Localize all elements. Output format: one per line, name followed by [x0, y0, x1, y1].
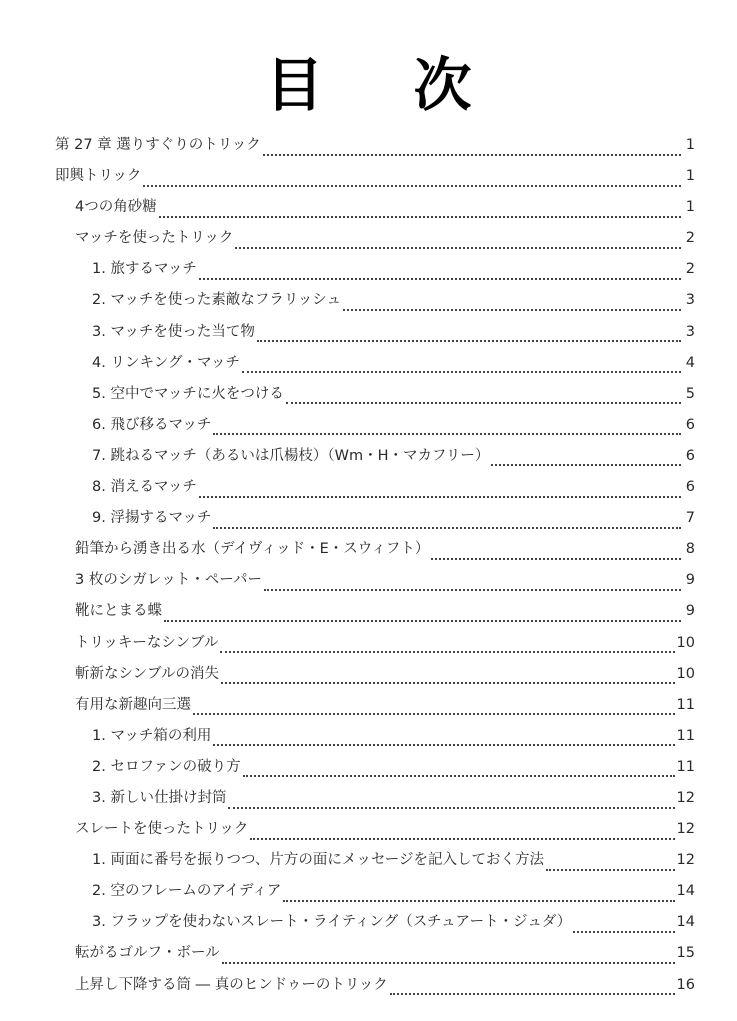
toc-entry-page: 9	[685, 603, 695, 620]
leader-dots	[213, 744, 674, 746]
leader-dots	[263, 154, 681, 156]
leader-dots	[199, 278, 681, 280]
leader-dots	[193, 713, 675, 715]
leader-dots	[546, 869, 675, 871]
toc-entry[interactable]	[55, 724, 695, 755]
toc-entry[interactable]	[55, 257, 695, 288]
toc-entry-label: 上昇し下降する筒 ― 真のヒンドゥーのトリック	[75, 976, 388, 993]
toc-entry-page: 10	[676, 634, 695, 651]
toc-entry-page: 3	[685, 323, 695, 340]
toc-entry-page: 2	[685, 261, 695, 278]
toc-entry-page: 1	[685, 137, 695, 153]
page-title	[0, 38, 737, 122]
toc-entry-page: 9	[685, 572, 695, 589]
toc-entry-label: 3 枚のシガレット・ペーパー	[75, 572, 262, 589]
toc-entry-page: 11	[676, 696, 695, 713]
toc-entry[interactable]	[55, 662, 695, 693]
leader-dots	[235, 247, 681, 249]
toc-entry[interactable]	[55, 537, 695, 568]
toc-entry-page: 3	[685, 292, 695, 309]
toc-entry[interactable]	[55, 817, 695, 848]
toc-entry-label: 斬新なシンブルの消失	[75, 665, 220, 682]
toc-entry[interactable]	[55, 506, 695, 537]
toc-entry-label: 2. マッチを使った素敵なフラリッシュ	[92, 292, 341, 309]
leader-dots	[221, 682, 674, 684]
leader-dots	[491, 464, 681, 466]
toc-entry[interactable]	[55, 382, 695, 413]
toc-entry-label: 5. 空中でマッチに火をつける	[92, 385, 284, 402]
leader-dots	[573, 931, 674, 933]
toc-entry-label: 1. 旅するマッチ	[92, 261, 197, 278]
toc-entry[interactable]	[55, 848, 695, 879]
toc-entry[interactable]	[55, 786, 695, 817]
toc-entry-label: 9. 浮揚するマッチ	[92, 510, 212, 527]
toc-entry-page: 12	[676, 789, 695, 806]
toc-entry-label: トリッキーなシンブル	[75, 634, 219, 651]
toc-entry-page: 7	[685, 510, 695, 527]
leader-dots	[159, 216, 681, 218]
toc-entry-page: 11	[676, 727, 695, 744]
toc-entry-label: 1. マッチ箱の利用	[92, 727, 212, 744]
toc-entry-page: 2	[685, 230, 695, 247]
toc-entry[interactable]	[55, 568, 695, 599]
toc-entry-page: 14	[676, 883, 695, 900]
toc-entry-page: 6	[685, 447, 695, 464]
toc-entry-page: 6	[685, 416, 695, 433]
leader-dots	[213, 433, 681, 435]
toc-entry-label: 2. 空のフレームのアイディア	[92, 883, 282, 900]
toc-entry[interactable]	[55, 444, 695, 475]
toc-entry-label: 2. セロファンの破り方	[92, 758, 241, 775]
toc-entry-label: 鉛筆から湧き出る水（デイヴィッド・E・スウィフト）	[75, 541, 430, 558]
leader-dots	[283, 900, 674, 902]
toc-entry-page: 12	[676, 852, 695, 869]
toc-entry[interactable]	[55, 755, 695, 786]
toc-entry[interactable]	[55, 164, 695, 195]
toc-entry[interactable]	[55, 475, 695, 506]
toc-entry-page: 14	[676, 914, 695, 931]
toc-entry[interactable]	[55, 973, 695, 1004]
toc-entry-label: 靴にとまる蝶	[75, 603, 162, 620]
toc-entry-label: 4つの角砂糖	[75, 199, 157, 216]
toc-entry[interactable]	[55, 133, 695, 164]
toc-entry-label: 6. 飛び移るマッチ	[92, 416, 212, 433]
toc-entry-label: 8. 消えるマッチ	[92, 479, 197, 496]
leader-dots	[250, 838, 674, 840]
toc-entry-label: 第 27 章 選りすぐりのトリック	[55, 137, 261, 153]
leader-dots	[257, 340, 681, 342]
leader-dots	[164, 620, 681, 622]
toc-entry[interactable]	[55, 631, 695, 662]
toc-entry[interactable]	[55, 910, 695, 941]
toc-entry-label: マッチを使ったトリック	[75, 230, 234, 247]
title-char-1: 目	[265, 51, 324, 119]
leader-dots	[264, 589, 681, 591]
toc-entry[interactable]	[55, 320, 695, 351]
leader-dots	[228, 807, 674, 809]
toc-entry[interactable]	[55, 288, 695, 319]
toc-entry[interactable]	[55, 599, 695, 630]
toc-entry[interactable]	[55, 879, 695, 910]
toc-entry-page: 1	[685, 199, 695, 216]
toc-entry-page: 15	[676, 945, 695, 962]
toc-entry[interactable]	[55, 226, 695, 257]
toc-entry-page: 8	[685, 541, 695, 558]
leader-dots	[242, 371, 681, 373]
toc-entry-label: 7. 跳ねるマッチ（あるいは爪楊枝）（Wm・H・マカフリー）	[92, 447, 490, 464]
leader-dots	[143, 185, 681, 187]
toc-entry-label: 3. フラップを使わないスレート・ライティング（スチュアート・ジュダ）	[92, 914, 572, 931]
toc-entry-label: 3. 新しい仕掛け封筒	[92, 789, 227, 806]
toc-entry-label: 4. リンキング・マッチ	[92, 354, 240, 371]
toc-entry-page: 1	[685, 168, 695, 185]
toc-entry-label: 転がるゴルフ・ボール	[75, 945, 220, 962]
table-of-contents	[55, 133, 695, 1004]
leader-dots	[286, 402, 681, 404]
toc-entry-page: 5	[685, 385, 695, 402]
leader-dots	[220, 651, 674, 653]
leader-dots	[431, 558, 681, 560]
toc-entry-page: 11	[676, 758, 695, 775]
toc-entry-label: 1. 両面に番号を振りつつ、片方の面にメッセージを記入しておく方法	[92, 852, 544, 869]
leader-dots	[199, 496, 681, 498]
toc-entry[interactable]	[55, 195, 695, 226]
leader-dots	[390, 993, 675, 995]
leader-dots	[243, 775, 675, 777]
toc-entry-label: 3. マッチを使った当て物	[92, 323, 255, 340]
leader-dots	[213, 527, 681, 529]
toc-entry-page: 6	[685, 479, 695, 496]
toc-entry-page: 10	[676, 665, 695, 682]
toc-entry-page: 4	[685, 354, 695, 371]
toc-entry[interactable]	[55, 351, 695, 382]
toc-entry[interactable]	[55, 413, 695, 444]
toc-entry-label: 即興トリック	[55, 168, 142, 185]
title-char-2: 次	[413, 51, 472, 119]
toc-entry-label: スレートを使ったトリック	[75, 821, 249, 838]
leader-dots	[343, 309, 681, 311]
toc-entry-label: 有用な新趣向三選	[75, 696, 191, 713]
toc-entry[interactable]	[55, 693, 695, 724]
leader-dots	[222, 962, 675, 964]
toc-entry-page: 12	[676, 821, 695, 838]
toc-entry[interactable]	[55, 941, 695, 972]
toc-entry-page: 16	[676, 976, 695, 993]
